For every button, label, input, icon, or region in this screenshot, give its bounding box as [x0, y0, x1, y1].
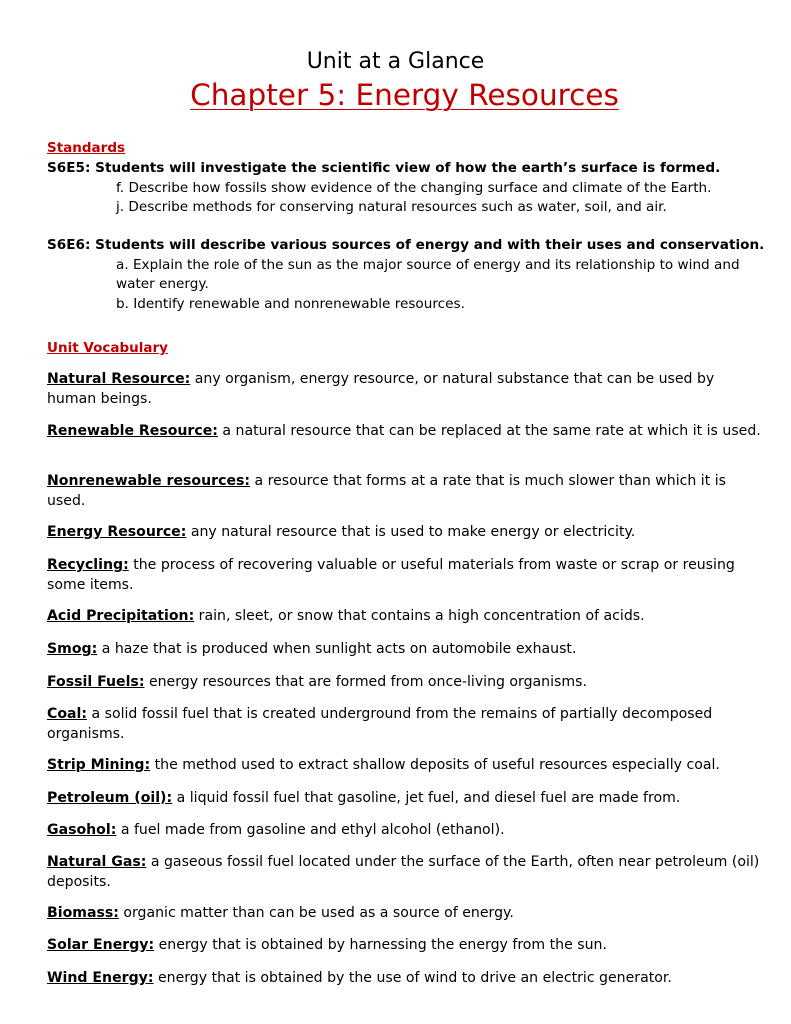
standard-sub: a. Explain the role of the sun as the major source of energy and its relationship to wind and water energy. [116, 256, 740, 292]
vocab-term: Wind Energy: [47, 970, 154, 986]
vocab-term: Natural Resource: [47, 371, 191, 387]
standard-head: S6E5: Students will investigate the scientific view of how the earth’s surface is formed. [47, 160, 721, 176]
vocab-definition: a fuel made from gasoline and ethyl alcohol (ethanol). [116, 822, 505, 838]
vocab-definition: any natural resource that is used to make energy or electricity. [186, 524, 636, 540]
vocab-definition: any organism, energy resource, or natural substance that can be used by human beings. [47, 371, 715, 407]
vocab-entry-fossil-fuels [47, 673, 763, 693]
vocab-term: Biomass: [47, 905, 119, 921]
vocab-term: Renewable Resource: [47, 423, 218, 439]
vocab-term: Energy Resource: [47, 524, 187, 540]
vocab-term: Solar Energy: [47, 937, 155, 953]
vocab-entry-biomass [47, 904, 763, 924]
vocabulary-heading: Unit Vocabulary [47, 340, 168, 356]
vocab-term: Coal: [47, 706, 88, 722]
vocab-entry-solar-energy [47, 936, 763, 956]
vocab-definition: a solid fossil fuel that is created underground from the remains of partially decomposed organisms. [47, 706, 713, 742]
vocab-entry-coal [47, 705, 763, 744]
vocab-definition: the method used to extract shallow deposits of useful resources especially coal. [150, 757, 720, 773]
standard-sub: b. Identify renewable and nonrenewable resources. [116, 295, 465, 312]
vocab-entry-natural-gas [47, 853, 763, 892]
vocab-term: Acid Precipitation: [47, 608, 195, 624]
vocab-definition: a resource that forms at a rate that is much slower than which it is used. [47, 473, 726, 509]
standard-sub: j. Describe methods for conserving natural resources such as water, soil, and air. [116, 199, 667, 215]
vocab-definition: rain, sleet, or snow that contains a high concentration of acids. [194, 608, 645, 624]
vocab-entry-gasohol [47, 821, 763, 841]
vocab-term: Nonrenewable resources: [47, 473, 251, 489]
chapter-title: Chapter 5: Energy Resources [190, 78, 619, 112]
standards-heading: Standards [47, 140, 126, 156]
vocab-definition: a haze that is produced when sunlight acts on automobile exhaust. [97, 641, 577, 657]
vocab-entry-wind-energy [47, 969, 763, 989]
vocab-definition: the process of recovering valuable or useful materials from waste or scrap or reusing some items. [47, 557, 735, 593]
vocab-term: Fossil Fuels: [47, 674, 145, 690]
vocab-entry-smog [47, 640, 763, 660]
vocab-term: Strip Mining: [47, 757, 151, 773]
vocab-entry-nonrenewable-resources [47, 472, 763, 511]
vocab-term: Natural Gas: [47, 854, 147, 870]
vocab-entry-natural-resource [47, 370, 763, 409]
vocab-definition: a natural resource that can be replaced at the same rate at which it is used. [217, 423, 761, 439]
standard-s6e6 [47, 236, 767, 314]
vocab-entry-energy-resource [47, 523, 763, 543]
vocab-entry-petroleum [47, 789, 763, 809]
vocab-definition: a gaseous fossil fuel located under the surface of the Earth, often near petroleum (oil) deposits. [47, 854, 760, 890]
vocab-definition: organic matter than can be used as a source of energy. [118, 905, 514, 921]
vocab-definition: energy that is obtained by the use of wind to drive an electric generator. [153, 970, 672, 986]
vocab-definition: a liquid fossil fuel that gasoline, jet fuel, and diesel fuel are made from. [172, 790, 681, 806]
vocab-term: Recycling: [47, 557, 129, 573]
vocab-definition: energy that is obtained by harnessing the energy from the sun. [154, 937, 607, 953]
vocab-entry-recycling [47, 556, 763, 595]
vocab-definition: energy resources that are formed from once-living organisms. [144, 674, 587, 690]
vocab-entry-renewable-resource [47, 422, 763, 442]
unit-title: Unit at a Glance [306, 49, 485, 74]
vocab-term: Gasohol: [47, 822, 117, 838]
standard-s6e5 [47, 159, 767, 218]
vocab-entry-acid-precipitation [47, 607, 763, 627]
standard-sub: f. Describe how fossils show evidence of the changing surface and climate of the Earth. [116, 179, 712, 196]
vocab-entry-strip-mining [47, 756, 763, 776]
vocab-term: Petroleum (oil): [47, 790, 173, 806]
standard-head: S6E6: Students will describe various sources of energy and with their uses and conservation. [47, 237, 765, 253]
vocab-term: Smog: [47, 641, 98, 657]
